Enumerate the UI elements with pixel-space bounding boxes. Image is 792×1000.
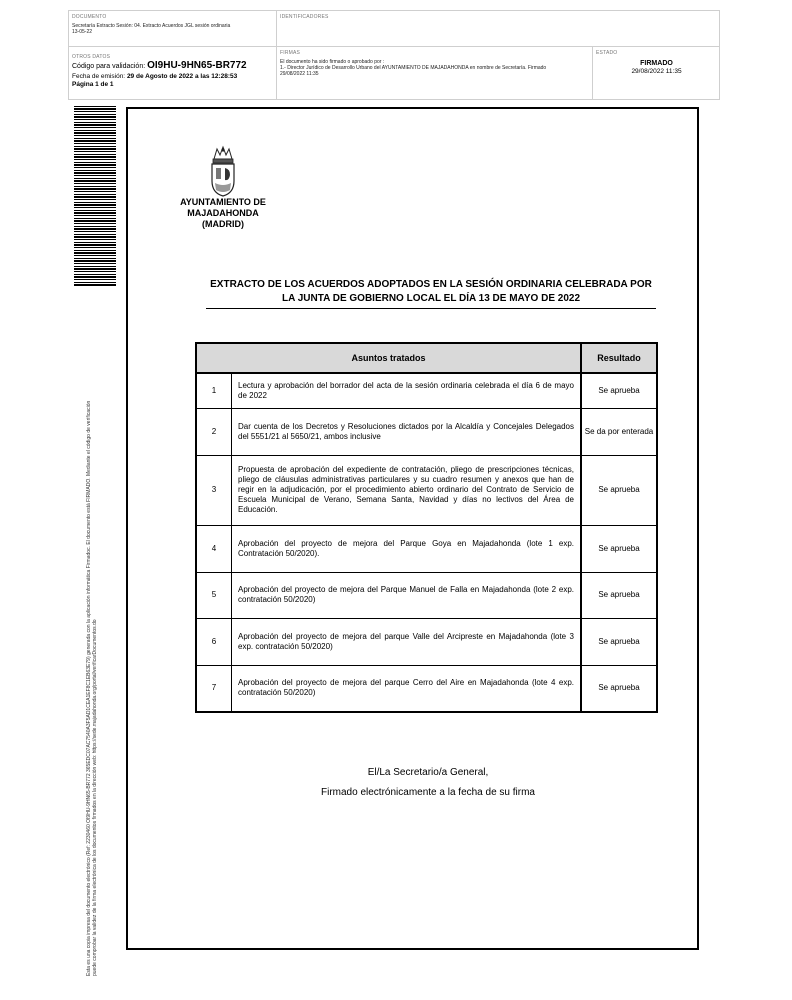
validation-label: Código para validación: <box>72 63 146 70</box>
signature-role: El/La Secretario/a General, <box>367 767 489 778</box>
row-text: Aprobación del proyecto de mejora del parque Cerro del Aire en Majadahonda (lote 4 exp. contratación 50/2020) <box>232 665 582 712</box>
row-number: 3 <box>196 455 232 525</box>
validation-code: OI9HU-9HN65-BR772 <box>147 60 247 71</box>
municipal-crest-icon <box>208 145 238 197</box>
table-row <box>196 408 657 455</box>
identificadores-cell <box>277 11 720 47</box>
row-result: Se aprueba <box>581 618 657 665</box>
firmas-line-1: El documento ha sido firmado o aprobado por : <box>280 59 385 65</box>
identificadores-label: IDENTIFICADORES <box>280 14 329 20</box>
row-number: 2 <box>196 408 232 455</box>
emission-label: Fecha de emisión: <box>72 73 126 80</box>
row-result: Se aprueba <box>581 455 657 525</box>
org-line-1: AYUNTAMIENTO DE <box>180 197 266 207</box>
table-row <box>196 618 657 665</box>
row-text: Aprobación del proyecto de mejora del parque Valle del Arcipreste en Majadahonda (lote 3 exp. contratación 50/2020) <box>232 618 582 665</box>
row-number: 5 <box>196 572 232 618</box>
table-row <box>196 525 657 572</box>
firmas-line-3: 29/08/2022 11:35 <box>280 71 319 77</box>
documento-value: Secretaría Extracto Sesión: 04. Extracto Acuerdos JGL sesión ordinaria 13-05-22 <box>72 23 231 35</box>
table-row <box>196 665 657 712</box>
row-text: Aprobación del proyecto de mejora del Parque Goya en Majadahonda (lote 1 exp. Contratación 50/2020). <box>232 525 582 572</box>
firmas-line-2: 1.- Director Jurídico de Desarrollo Urbano del AYUNTAMIENTO DE MAJADAHONDA en nombre de Secretaría. Firmado <box>280 65 547 71</box>
row-number: 1 <box>196 373 232 408</box>
document-header-box <box>68 10 720 100</box>
estado-value: FIRMADO <box>640 60 673 67</box>
emission-line <box>72 73 237 81</box>
header-resultado: Resultado <box>581 343 657 373</box>
row-result: Se aprueba <box>581 373 657 408</box>
row-result: Se aprueba <box>581 525 657 572</box>
table-header-row <box>196 343 657 373</box>
row-result: Se da por enterada <box>581 408 657 455</box>
side-text-line-2: puede comprobar la validez de la firma electrónica de los documentos firmados en la dirección web: https://sede.majadahonda.org/portal/verificarDocumentos.do <box>92 619 98 976</box>
row-result: Se aprueba <box>581 665 657 712</box>
estado-date: 29/08/2022 11:35 <box>631 68 682 75</box>
documento-label: DOCUMENTO <box>72 14 107 20</box>
org-line-3: (MADRID) <box>202 219 244 229</box>
table-row <box>196 373 657 408</box>
row-number: 6 <box>196 618 232 665</box>
firmas-label: FIRMAS <box>280 50 301 56</box>
otros-datos-label: OTROS DATOS <box>72 54 111 60</box>
verification-side-text <box>86 276 98 976</box>
document-title: EXTRACTO DE LOS ACUERDOS ADOPTADOS EN LA SESIÓN ORDINARIA CELEBRADA POR LA JUNTA DE GOBIERNO LOCAL EL DÍA 13 DE MAYO DE 2022 <box>206 278 656 309</box>
row-result: Se aprueba <box>581 572 657 618</box>
table-row <box>196 572 657 618</box>
page-count: Página 1 de 1 <box>72 81 114 88</box>
row-text: Aprobación del proyecto de mejora del Parque Manuel de Falla en Majadahonda (lote 2 exp. contratación 50/2020) <box>232 572 582 618</box>
table-row <box>196 455 657 525</box>
validation-code-line <box>72 62 247 71</box>
estado-label: ESTADO <box>596 50 618 56</box>
barcode <box>74 106 116 286</box>
documento-cell <box>69 11 277 47</box>
firmas-cell <box>277 47 593 100</box>
signature-note: Firmado electrónicamente a la fecha de su firma <box>321 787 535 798</box>
row-text: Propuesta de aprobación del expediente de contratación, pliego de prescripciones técnicas, pliego de cláusulas administrativas particulares y su cuadro resumen y anexos que han de regir en la adjudicación, por el procedimiento abierto ordinario del Contrato de Servicio de Escuela Municipal de Verano, Semana Santa, Navidad y días no lectivos del Área de Educación. <box>232 455 582 525</box>
otros-datos-cell <box>69 47 277 100</box>
row-text: Dar cuenta de los Decretos y Resoluciones dictados por la Alcaldía y Concejales Delegados del 5551/21 al 5650/21, ambos inclusive <box>232 408 582 455</box>
organization-name <box>168 197 278 230</box>
org-line-2: MAJADAHONDA <box>187 208 259 218</box>
header-asuntos: Asuntos tratados <box>196 343 581 373</box>
row-number: 4 <box>196 525 232 572</box>
emission-date: 29 de Agosto de 2022 a las 12:28:53 <box>126 73 238 80</box>
row-number: 7 <box>196 665 232 712</box>
document-frame <box>126 107 699 950</box>
estado-cell <box>593 47 720 100</box>
row-text: Lectura y aprobación del borrador del acta de la sesión ordinaria celebrada el día 6 de mayo de 2022 <box>232 373 582 408</box>
agreements-table <box>195 342 658 713</box>
side-text-line-1: Esta es una copia impresa del documento electrónico (Ref: 2230460 OI9HU-9HN65-BR772 365EDC07AC7540A3F5AD1CEA1EF8C1EB63E79) generada con la aplicación informática Firmadoc. El documento está FIRMADO. Mediante el código de verificación <box>86 400 92 976</box>
